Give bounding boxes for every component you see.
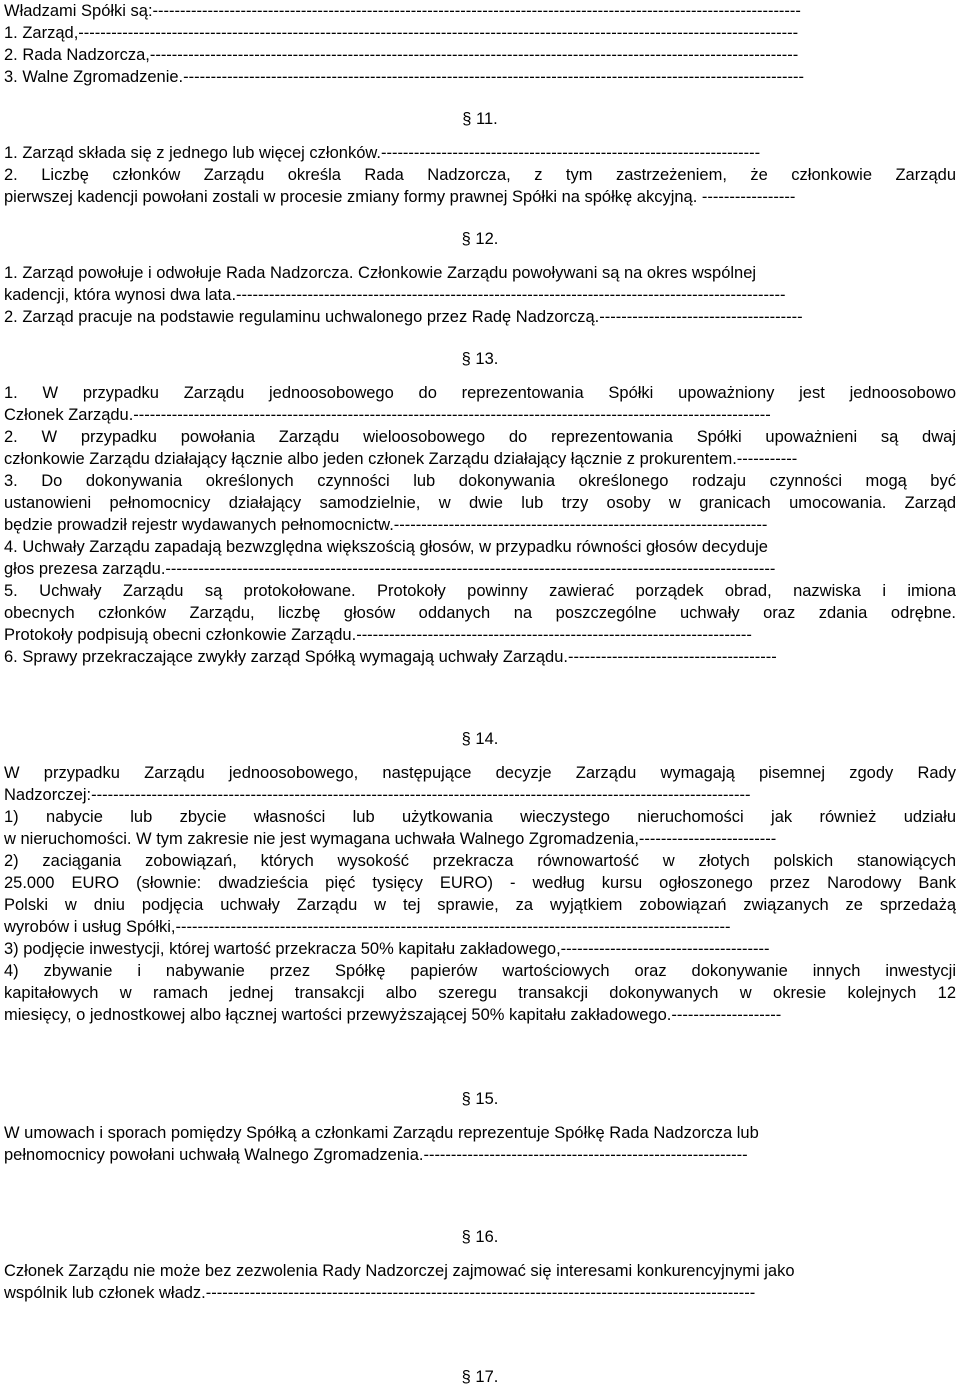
paragraph-line: Polski w dniu podjęcia uchwały Zarządu w tej sprawie, za wyjątkiem zobowiązań związanych ze sprzedażą xyxy=(4,896,956,914)
paragraph-line: wyrobów i usług Spółki,----------------------------------------------------------------------------------------------------- xyxy=(4,918,731,936)
paragraph-line: 1. Zarząd powołuje i odwołuje Rada Nadzorcza. Członkowie Zarządu powoływani są na okres wspólnej xyxy=(4,264,757,282)
paragraph-line: będzie prowadził rejestr wydawanych pełnomocnictw.-------------------------------------------------------------------- xyxy=(4,516,768,534)
intro-line: 3. Walne Zgromadzenie.----------------------------------------------------------------------------------------------------------------- xyxy=(4,68,805,86)
paragraph-line: 1. Zarząd składa się z jednego lub więcej członków.--------------------------------------------------------------------- xyxy=(4,144,761,162)
paragraph-line: Nadzorczej:------------------------------------------------------------------------------------------------------------------------ xyxy=(4,786,751,804)
heading-gap xyxy=(4,250,956,262)
section-heading: § 11. xyxy=(462,110,498,128)
paragraph-line: 2) zaciągania zobowiązań, których wysokość przekracza równowartość w złotych polskich stanowiących xyxy=(4,852,956,870)
paragraph-line: członkowie Zarządu działający łącznie albo jeden członek Zarządu działający łącznie z prokurentem.----------- xyxy=(4,450,798,468)
paragraph-line: 3. Do dokonywania określonych czynności lub dokonywania określonego rodzaju czynności mogą być xyxy=(4,472,956,490)
paragraph-line: kapitałowych w ramach jednej transakcji albo szeregu transakcji dokonywanych w okresie kolejnych 12 xyxy=(4,984,956,1002)
paragraph-line: ustanowieni pełnomocnicy działający samodzielnie, w dwie lub trzy osoby w granicach umocowania. Zarząd xyxy=(4,494,956,512)
heading-gap xyxy=(4,130,956,142)
heading-gap xyxy=(4,1110,956,1122)
paragraph-line: pierwszej kadencji powołani zostali w procesie zmiany formy prawnej Spółki na spółkę akcyjną. ----------------- xyxy=(4,188,796,206)
section-gap xyxy=(4,208,956,228)
paragraph-line: Protokoły podpisują obecni członkowie Zarządu.------------------------------------------------------------------------ xyxy=(4,626,752,644)
paragraph-line: kadencji, która wynosi dwa lata.---------------------------------------------------------------------------------------------------- xyxy=(4,286,786,304)
paragraph-line: 2. Liczbę członków Zarządu określa Rada Nadzorcza, z tym zastrzeżeniem, że członkowie Zarządu xyxy=(4,166,956,184)
paragraph-line: 1. W przypadku Zarządu jednoosobowego do reprezentowania Spółki upoważniony jest jednoosobowo xyxy=(4,384,956,402)
paragraph-line: W umowach i sporach pomiędzy Spółką a członkami Zarządu reprezentuje Spółkę Rada Nadzorcza lub xyxy=(4,1124,759,1142)
heading-gap xyxy=(4,750,956,762)
paragraph-line: 4) zbywanie i nabywanie przez Spółkę papierów wartościowych oraz dokonywanie innych inwestycji xyxy=(4,962,956,980)
paragraph-line: Członek Zarządu.-------------------------------------------------------------------------------------------------------------------- xyxy=(4,406,771,424)
section-gap xyxy=(4,668,956,728)
paragraph-line: Członek Zarządu nie może bez zezwolenia Rady Nadzorczej zajmować się interesami konkurencyjnymi jako xyxy=(4,1262,795,1280)
paragraph-line: 1) nabycie lub zbycie własności lub użytkowania wieczystego nieruchomości jak również udziału xyxy=(4,808,956,826)
paragraph-line: 6. Sprawy przekraczające zwykły zarząd Spółką wymagają uchwały Zarządu.-------------------------------------- xyxy=(4,648,777,666)
paragraph-line: wspólnik lub członek władz.---------------------------------------------------------------------------------------------------- xyxy=(4,1284,756,1302)
intro-line: 1. Zarząd,----------------------------------------------------------------------------------------------------------------------------------- xyxy=(4,24,799,42)
intro-line: Władzami Spółki są:---------------------------------------------------------------------------------------------------------------------- xyxy=(4,2,801,20)
paragraph-line: 2. Zarząd pracuje na podstawie regulaminu uchwalonego przez Radę Nadzorczą.------------------------------------- xyxy=(4,308,803,326)
paragraph-line: 2. W przypadku powołania Zarządu wieloosobowego do reprezentowania Spółki upoważnieni są dwaj xyxy=(4,428,956,446)
section-gap xyxy=(4,88,956,108)
paragraph-line: głos prezesa zarządu.--------------------------------------------------------------------------------------------------------------- xyxy=(4,560,776,578)
heading-gap xyxy=(4,1248,956,1260)
section-gap xyxy=(4,328,956,348)
paragraph-line: 5. Uchwały Zarządu są protokołowane. Protokoły powinny zawierać porządek obrad, nazwiska i imiona xyxy=(4,582,956,600)
paragraph-line: pełnomocnicy powołani uchwałą Walnego Zgromadzenia.----------------------------------------------------------- xyxy=(4,1146,748,1164)
section-heading: § 17. xyxy=(461,1368,499,1386)
paragraph-line: miesięcy, o jednostkowej albo łącznej wartości przewyższającej 50% kapitału zakładowego.-------------------- xyxy=(4,1006,782,1024)
paragraph-line: obecnych członków Zarządu, liczbę głosów oddanych na poszczególne uchwały oraz zdania odrębne. xyxy=(4,604,956,622)
paragraph-line: 3) podjęcie inwestycji, której wartość przekracza 50% kapitału zakładowego,-------------------------------------- xyxy=(4,940,770,958)
section-heading: § 13. xyxy=(461,350,499,368)
section-gap xyxy=(4,1166,956,1226)
intro-line: 2. Rada Nadzorcza,---------------------------------------------------------------------------------------------------------------------- xyxy=(4,46,799,64)
section-heading: § 16. xyxy=(461,1228,499,1246)
section-heading: § 15. xyxy=(461,1090,499,1108)
section-gap xyxy=(4,1026,956,1088)
section-gap xyxy=(4,1304,956,1366)
heading-gap xyxy=(4,370,956,382)
paragraph-line: w nieruchomości. W tym zakresie nie jest wymagana uchwała Walnego Zgromadzenia,------------------------- xyxy=(4,830,777,848)
document-page xyxy=(4,0,956,1400)
paragraph-line: 4. Uchwały Zarządu zapadają bezwzględna większością głosów, w przypadku równości głosów decyduje xyxy=(4,538,768,556)
paragraph-line: W przypadku Zarządu jednoosobowego, następujące decyzje Zarządu wymagają pisemnej zgody Rady xyxy=(4,764,956,782)
section-heading: § 12. xyxy=(461,230,499,248)
section-heading: § 14. xyxy=(461,730,499,748)
paragraph-line: 25.000 EURO (słownie: dwadzieścia pięć tysięcy EURO) - według kursu ogłoszonego przez Narodowy Bank xyxy=(4,874,956,892)
